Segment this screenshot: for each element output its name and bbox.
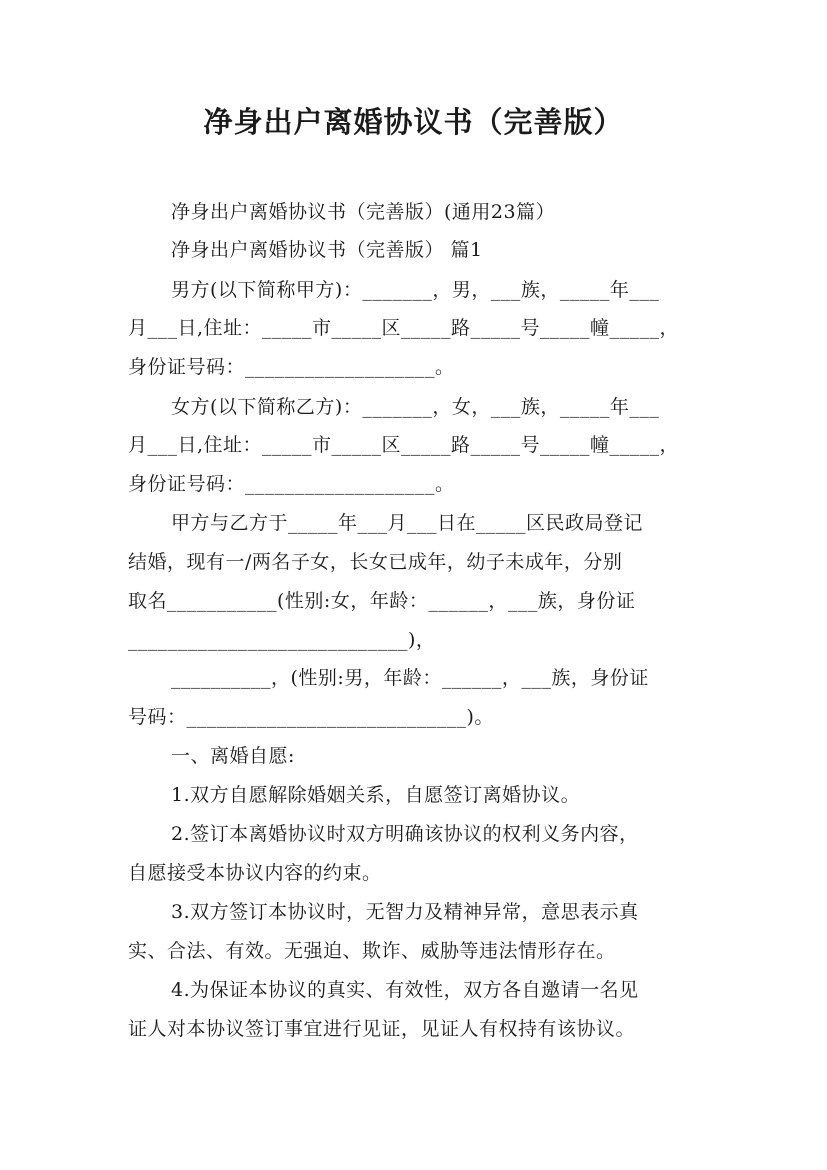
paragraph-line: 甲方与乙方于_____年___月___日在_____区民政局登记 [171, 512, 644, 534]
paragraph-line: 月___日,住址：_____市_____区_____路_____号_____幢_____， [128, 434, 680, 456]
document-title: 净身出户离婚协议书（完善版） [203, 105, 624, 139]
paragraph-line: 女方(以下简称乙方)：_______，女，___族，_____年___ [171, 396, 660, 418]
paragraph-line: __________，(性别:男，年龄：______，___族，身份证 [171, 667, 649, 689]
paragraph-line: 1.双方自愿解除婚姻关系，自愿签订离婚协议。 [171, 784, 581, 806]
paragraph-line: 实、合法、有效。无强迫、欺诈、威胁等违法情形存在。 [128, 940, 616, 962]
paragraph-line: 3.双方签订本协议时，无智力及精神异常，意思表示真 [171, 901, 639, 923]
paragraph-line: 2.签订本离婚协议时双方明确该协议的权利义务内容， [171, 823, 639, 845]
paragraph-line: 自愿接受本协议内容的约束。 [128, 862, 382, 884]
paragraph-line: 号码：____________________________)。 [128, 706, 494, 728]
paragraph-line: 男方(以下简称甲方)：_______，男，___族，_____年___ [171, 279, 660, 301]
section-heading: 一、离婚自愿: [171, 745, 295, 767]
paragraph-line: 身份证号码：___________________。 [128, 356, 455, 378]
subtitle-line: 净身出户离婚协议书（完善版）(通用23篇） [171, 201, 556, 223]
paragraph-line: 取名___________(性别:女，年龄：______，___族，身份证 [128, 590, 636, 612]
paragraph-line: 4.为保证本协议的真实、有效性，双方各自邀请一名见 [171, 979, 639, 1001]
paragraph-line: 结婚，现有一/两名子女，长女已成年，幼子未成年，分别 [128, 551, 623, 573]
paragraph-line: 证人对本协议签订事宜进行见证，见证人有权持有该协议。 [128, 1018, 636, 1040]
paragraph-line: ____________________________)， [128, 629, 436, 651]
paragraph-line: 身份证号码：___________________。 [128, 473, 455, 495]
section-heading: 净身出户离婚协议书（完善版） 篇1 [171, 239, 483, 261]
paragraph-line: 月___日,住址：_____市_____区_____路_____号_____幢_____， [128, 317, 680, 339]
